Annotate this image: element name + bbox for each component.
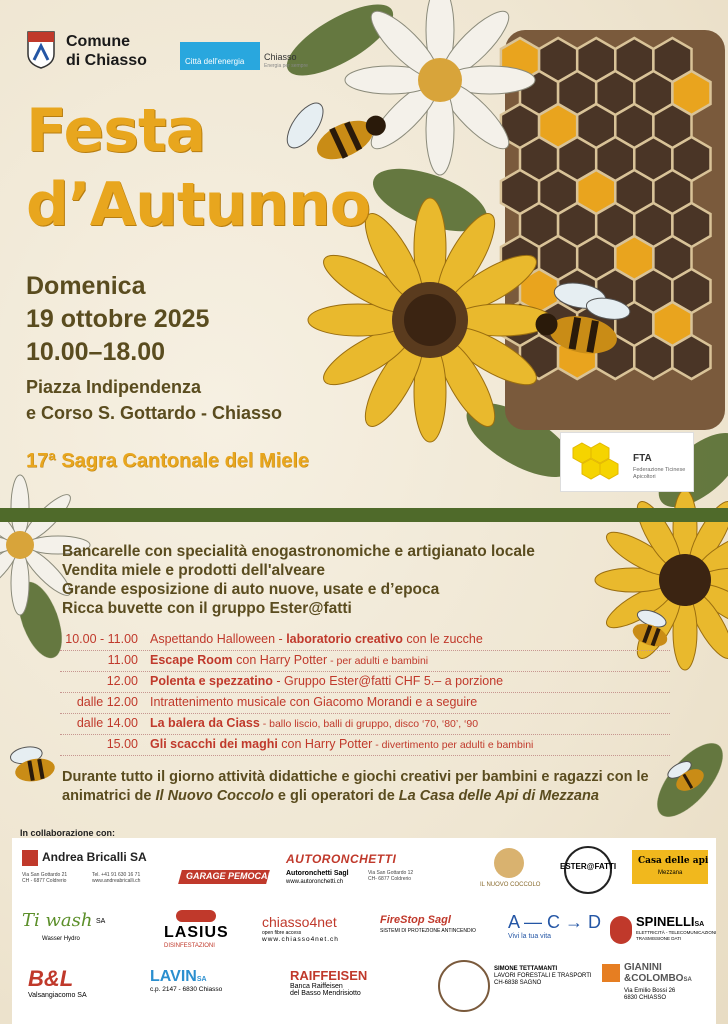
sponsor-tettamanti: SIMONE TETTAMANTI LAVORI FORESTALI E TRASPORTI CH-6838 SAGNO xyxy=(438,958,598,1012)
title-line-1: Festa xyxy=(26,96,206,166)
schedule-time: 11.00 xyxy=(107,653,138,667)
comune-di-chiasso-logo: Comune di Chiasso xyxy=(66,33,147,69)
schedule-time: dalle 12.00 xyxy=(76,695,138,709)
schedule-time: 15.00 xyxy=(106,737,138,751)
bee-icon xyxy=(9,743,56,785)
chiasso-crest-icon xyxy=(26,30,56,70)
sponsor-pemocar: GARAGE PEMOCAR SA xyxy=(180,852,270,892)
highlight-item: Vendita miele e prodotti dell'alveare xyxy=(62,562,325,579)
sagra-title: 17ª Sagra Cantonale del Miele xyxy=(26,450,310,472)
schedule-desc: Aspettando Halloween - laboratorio creativo con le zucche xyxy=(150,632,483,646)
sponsor-gianini-colombo: GIANINI &COLOMBOSA Via Emilio Bossi 26 6830 CHIASSO xyxy=(602,960,712,1014)
schedule-row xyxy=(60,630,670,651)
sponsor-lavin: LAVINSA c.p. 2147 - 6830 Chiasso xyxy=(150,968,223,993)
sponsor-autoronchetti: AUTORONCHETTI Autoronchetti Sagl www.autoronchetti.ch Via San Gottardo 12 CH- 6877 Coldrerio xyxy=(286,852,414,885)
fta-name: FTA xyxy=(633,453,652,464)
honeycomb-cell xyxy=(634,335,672,379)
sponsor-firestop: FireStop Sagl SISTEMI DI PROTEZIONE ANTINCENDIO xyxy=(380,914,476,934)
schedule-row xyxy=(60,693,670,714)
schedule-desc: Intrattenimento musicale con Giacomo Morandi e a seguire xyxy=(150,695,478,709)
teddy-bear-icon xyxy=(494,848,524,878)
gianini-logo-icon xyxy=(602,964,620,982)
sponsor-bel: B&L Valsangiacomo SA xyxy=(28,966,87,999)
schedule-desc: Escape Room con Harry Potter - per adulti e bambini xyxy=(150,653,429,667)
sponsor-esterfatti: ESTER@FATTI xyxy=(552,846,622,896)
title-line-2: d’Autunno xyxy=(26,170,370,240)
honeycomb-cell xyxy=(672,335,710,379)
schedule-time: 12.00 xyxy=(106,674,138,688)
schedule-row xyxy=(60,651,670,672)
schedule-desc: Gli scacchi dei maghi con Harry Potter - divertimento per adulti e bambini xyxy=(150,737,534,751)
sponsor-acd: A — C → D Vivi la tua vita xyxy=(508,912,602,940)
event-date xyxy=(26,270,209,369)
event-place: Piazza Indipendenza e Corso S. Gottardo - Chiasso xyxy=(26,377,283,423)
schedule-desc: La balera da Ciass - ballo liscio, balli di gruppo, disco ‘70, ‘80’, ‘90 xyxy=(150,716,479,730)
schedule-desc: Polenta e spezzatino - Gruppo Ester@fatti CHF 5.– a porzione xyxy=(150,674,504,688)
highlights-list xyxy=(62,542,535,618)
fta-sub: Federazione Ticinese Apicoltori xyxy=(633,467,686,480)
sponsor-raiffeisen: RAIFFEISEN Banca Raiffeisen del Basso Mendrisiotto xyxy=(290,968,368,997)
sponsor-coccolo: IL NUOVO COCCOLO xyxy=(472,848,552,898)
sponsor-casa-delle-api: Casa delle api Mezzana xyxy=(632,850,708,884)
sponsor-bricalli: Andrea Bricalli SA Via San Gottardo 21 CH - 6877 Coldrerio Tel. +41 91 630 16 71 www.andreabricalli.ch xyxy=(22,850,147,884)
sponsor-spinelli: SPINELLISA ELETTRICITÀ - TELECOMUNICAZIONI TRASMISSIONE DATI xyxy=(610,912,714,952)
schedule-table xyxy=(60,630,670,756)
event-day: Domenica xyxy=(26,272,146,300)
event-full-date: 19 ottobre 2025 xyxy=(26,305,210,333)
schedule-row xyxy=(60,672,670,693)
schedule-time: dalle 14.00 xyxy=(76,716,138,730)
highlight-item: Ricca buvette con il gruppo Ester@fatti xyxy=(62,600,352,617)
schedule-time: 10.00 - 11.00 xyxy=(65,632,138,646)
schedule-row xyxy=(60,735,670,756)
bee-honeycomb-icon xyxy=(567,439,627,485)
fta-logo xyxy=(560,432,694,492)
ant-icon xyxy=(176,910,216,922)
citta-energia-city: Chiasso xyxy=(264,52,297,62)
sponsor-chiasso4net: chiasso4net open fibre access www.chiasso4net.ch xyxy=(262,914,339,943)
schedule-row xyxy=(60,714,670,735)
divider-band xyxy=(0,508,728,522)
citta-energia-sub: Energia per sempre xyxy=(264,63,308,69)
collaboration-label: In collaborazione con: xyxy=(20,828,116,838)
spinelli-s-icon xyxy=(610,916,632,944)
event-hours: 10.00–18.00 xyxy=(26,338,166,366)
sponsor-lasius: LASIUS DISINFESTAZIONI xyxy=(152,910,262,954)
during-day-text: Durante tutto il giorno attività didattiche e giochi creativi per bambini e ragazzi con le animatrici de Il Nuovo Coccolo e gli operatori de La Casa delle Api di Mezzana xyxy=(62,769,649,804)
sponsor-ti-wash: Ti wash SA Wasser Hydro xyxy=(22,910,106,942)
highlight-item: Bancarelle con specialità enogastronomiche e artigianato locale xyxy=(62,543,535,560)
sponsors-panel xyxy=(12,838,716,1024)
citta-energia-logo: Città dell'energia xyxy=(180,42,260,70)
tettamanti-badge-icon xyxy=(438,960,490,1012)
highlight-item: Grande esposizione di auto nuove, usate e d’epoca xyxy=(62,581,440,598)
